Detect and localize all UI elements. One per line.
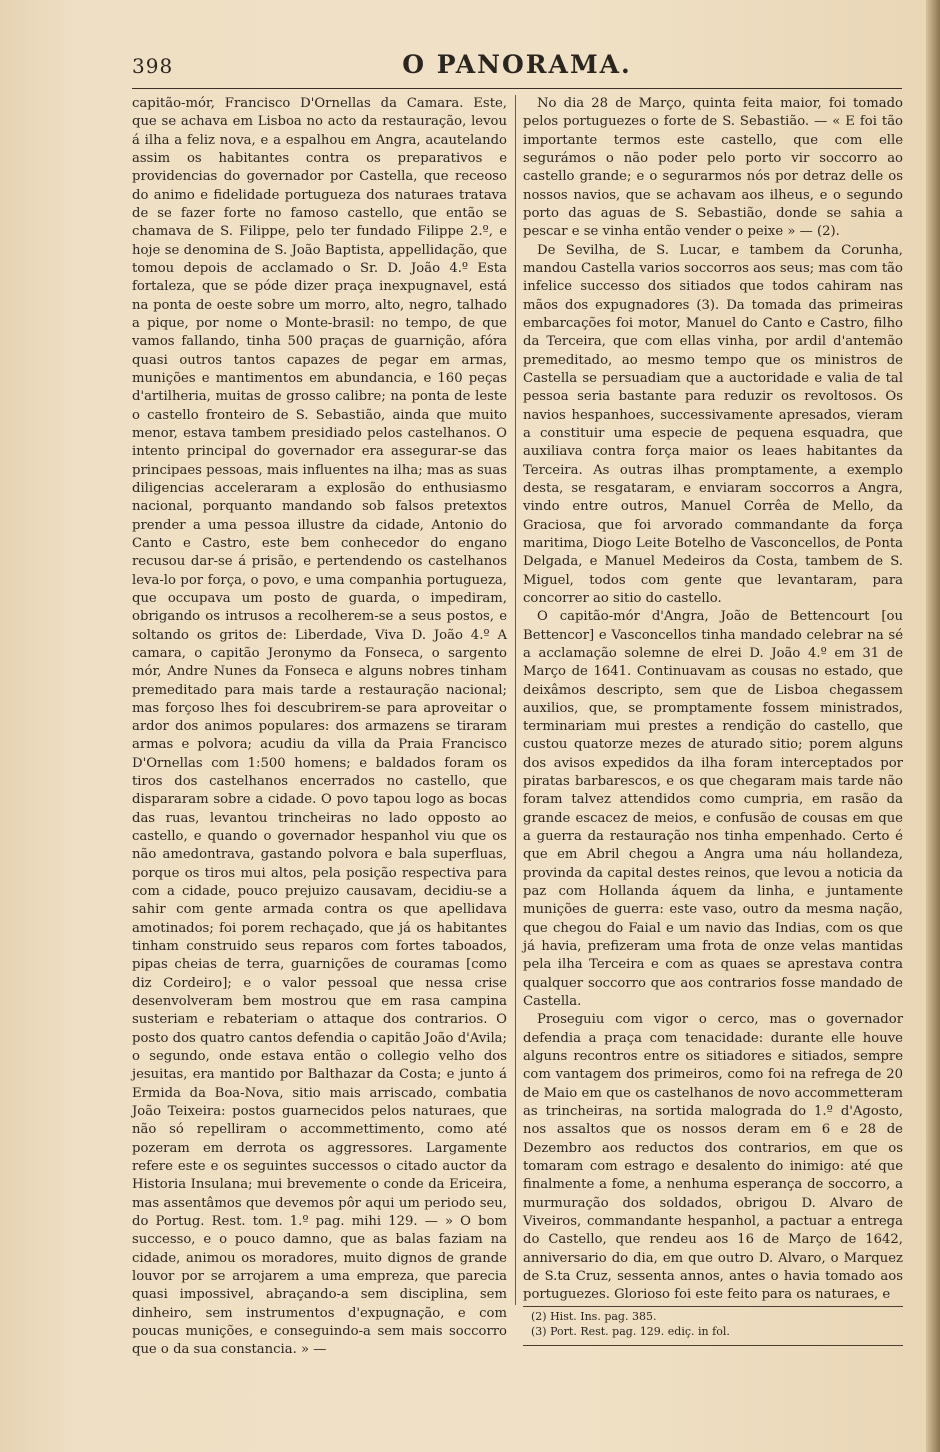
footnote: (3) Port. Rest. pag. 129. ediç. in fol. <box>531 1325 730 1338</box>
header-rule <box>132 88 902 89</box>
paragraph: De Sevilha, de S. Lucar, e tambem da Corunha, mandou Castella varios soccorros aos seus; mas com tão infelice successo dos sitiados que todos cahiram nas mãos dos expugnadores (3). Da tomada das primeiras embarcações foi motor, Manuel do Canto e Castro, filho da Terceira, que com ellas vinha, por ardil d'antemão premeditado, ao mesmo tempo que os ministros de Castella se persuadiam que a auctoridade e valia de tal pessoa seria bastante para reduzir os revoltosos. Os navios hespanhoes, successivamente apresados, vieram a constituir uma especie de pequena esquadra, que auxiliava contra força maior os leaes habitantes da Terceira. As outras ilhas promptamente, a exemplo desta, se resgataram, e enviaram soccorros a Angra, vindo entre outros, Manuel Corrêa de Mello, da Graciosa, que foi arvorado commandante da força maritima, Diogo Leite Botelho de Vasconcellos, de Ponta Delgada, e Manuel Medeiros da Costa, tambem de S. Miguel, todos com gente que levantaram, para concorrer ao sitio do castello. <box>523 242 903 606</box>
paragraph: capitão-mór, Francisco D'Ornellas da Camara. Este, que se achava em Lisboa no acto da restauração, levou á ilha a feliz nova, e a espalhou em Angra, acautelando assim os habitantes contra os preparativos e providencias do governador por Castella, que receoso do animo e fidelidade portugueza dos naturaes tratava de se fazer forte no famoso castello, que então se chamava de S. Filippe, pelo ter fundado Filippe 2.º, e hoje se denomina de S. João Baptista, appellidação, que tomou depois de acclamado o Sr. D. João 4.º Esta fortaleza, que se póde dizer praça inexpugnavel, está na ponta de oeste sobre um morro, alto, negro, talhado a pique, por nome o Monte-brasil: no tempo, de que vamos fallando, tinha 500 praças de guarnição, afóra quasi outros tantos capazes de pegar em armas, munições e mantimentos em abundancia, e 160 peças d'artilheria, muitas de grosso calibre; na ponta de leste o castello fronteiro de S. Sebastião, ainda que muito menor, estava tambem presidiado pelos castelhanos. O intento principal do governador era assegurar-se das principaes pessoas, mais influentes na ilha; mas as suas diligencias acceleraram a explosão do enthusiasmo nacional, porquanto mandando sob falsos pretextos prender a uma pessoa illustre da cidade, Antonio do Canto e Castro, este bem conhecedor do engano recusou dar-se á prisão, e pertendendo os castelhanos leva-lo por força, o povo, e uma companhia portugueza, que occupava um posto de guarda, o impediram, obrigando os intrusos a recolherem-se a seus postos, e soltando os gritos de: Liberdade, Viva D. João 4.º A camara, o capitão Jeronymo da Fonseca, o sargento mór, Andre Nunes da Fonseca e alguns nobres tinham premeditado para mais tarde a restauração nacional; mas forçoso lhes foi descubrirem-se para aproveitar o ardor dos animos populares: dos armazens se tiraram armas e polvora; acudiu da villa da Praia Francisco D'Ornellas com 1:500 homens; e baldados foram os tiros dos castelhanos encerrados no castello, que dispararam sobre a cidade. O povo tapou logo as bocas das ruas, levantou trincheiras no lado opposto ao castello, e quando o governador hespanhol viu que os não amedontrava, gastando polvora e bala superfluas, porque os tiros mui altos, pela posição respectiva para com a cidade, pouco prejuizo causavam, decidiu-se a sahir com gente armada contra os que apellidava amotinados; foi porem rechaçado, que já os habitantes tinham construido seus reparos com fortes taboados, pipas cheias de terra, guarnições de couramas [como diz Cordeiro]; e o valor pessoal que nessa crise desenvolveram bem mostrou que em rasa campina susteriam e rebateriam o attaque dos contrarios. O posto dos quatro cantos defendia o capitão João d'Avila; o segundo, onde estava então o collegio velho dos jesuitas, era mantido por Balthazar da Costa; e junto á Ermida da Boa-Nova, sitio mais arriscado, combatia João Teixeira: postos guarnecidos pelos naturaes, que não só repelliram o accommettimento, como até pozeram em derrota os aggressores. Largamente refere este e os seguintes successos o citado auctor da Historia Insulana; mui brevemente o conde da Ericeira, mas assentâmos que devemos pôr aqui um periodo seu, do Portug. Rest. tom. 1.º pag. mihi 129. — » O bom successo, e o pouco damno, que as balas faziam na cidade, animou os moradores, muito dignos de grande louvor por se arrojarem a uma empreza, que parecia quasi impossivel, abraçando-a sem disciplina, sem dinheiro, sem instrumentos d'expugnação, e com poucas munições, e conseguindo-a sem mais soccorro que o da sua constancia. » — <box>132 96 507 1358</box>
paragraph: O capitão-mór d'Angra, João de Bettencourt [ou Bettencor] e Vasconcellos tinha mandado celebrar na sé a acclamação solemne de elrei D. João 4.º em 31 de Março de 1641. Continuavam as cousas no estado, que deixâmos descripto, sem que de Lisboa chegassem auxilios, que, se promptamente fossem ministrados, terminariam mui prestes a rendição do castello, que custou quatorze mezes de aturado sitio; porem alguns dos avisos expedidos da ilha foram interceptados por piratas barbarescos, e os que chegaram mais tarde não foram talvez attendidos como cumpria, em rasão da grande escacez de meios, e confusão de cousas em que a guerra da restauração nos tinha empenhado. Certo é que em Abril chegou a Angra uma náu hollandeza, provinda da capital destes reinos, que levou a noticia da paz com Hollanda áquem da linha, e juntamente munições de guerra: este vaso, outro da mesma nação, que chegou do Faial e um navio das Indias, com os que já havia, prefizeram uma frota de onze velas mantidas pela ilha Terceira e com as quaes se aprestava contra qualquer soccorro que aos contrarios fosse mandado de Castella. <box>523 609 903 1010</box>
left-column <box>132 95 507 1358</box>
footnotes <box>523 1306 903 1339</box>
right-column <box>523 95 903 1303</box>
footnote-bottom-rule <box>523 1345 903 1346</box>
column-divider <box>515 95 516 1305</box>
journal-title: O PANORAMA. <box>402 50 632 79</box>
paragraph: Proseguiu com vigor o cerco, mas o governador defendia a praça com tenacidade: durante elle houve alguns recontros entre os sitiadores e sitiados, sempre com vantagem dos primeiros, como foi na refrega de 20 de Maio em que os castelhanos de novo accommetteram as trincheiras, na sortida malograda do 1.º d'Agosto, nos assaltos que os nossos deram em 6 e 28 de Dezembro aos reductos dos contrarios, em que os tomaram com estrago e desalento do inimigo: até que finalmente a fome, a nenhuma esperança de soccorro, a murmuração dos soldados, obrigou D. Alvaro de Viveiros, commandante hespanhol, a pactuar a entrega do Castello, que rendeu aos 16 de Março de 1642, anniversario do dia, em que outro D. Alvaro, o Marquez de S.ta Cruz, sessenta annos, antes o havia tomado aos portuguezes. Glorioso foi este feito para os naturaes, e <box>523 1012 903 1303</box>
footnote: (2) Hist. Ins. pag. 385. <box>531 1310 657 1323</box>
paragraph: No dia 28 de Março, quinta feita maior, foi tomado pelos portuguezes o forte de S. Sebastião. — « E foi tão importante termos este castello, que com elle segurámos o não poder pelo porto vir soccorro ao castello grande; e o segurarmos nós por detraz delle os nossos navios, que se achavam aos ilheus, e o segundo porto das aguas de S. Sebastião, donde se sahia a pescar e se vinha então vender o peixe » — (2). <box>523 96 903 240</box>
page-number: 398 <box>132 54 174 78</box>
page-edge-shadow <box>926 0 940 1452</box>
page-header <box>132 50 902 84</box>
